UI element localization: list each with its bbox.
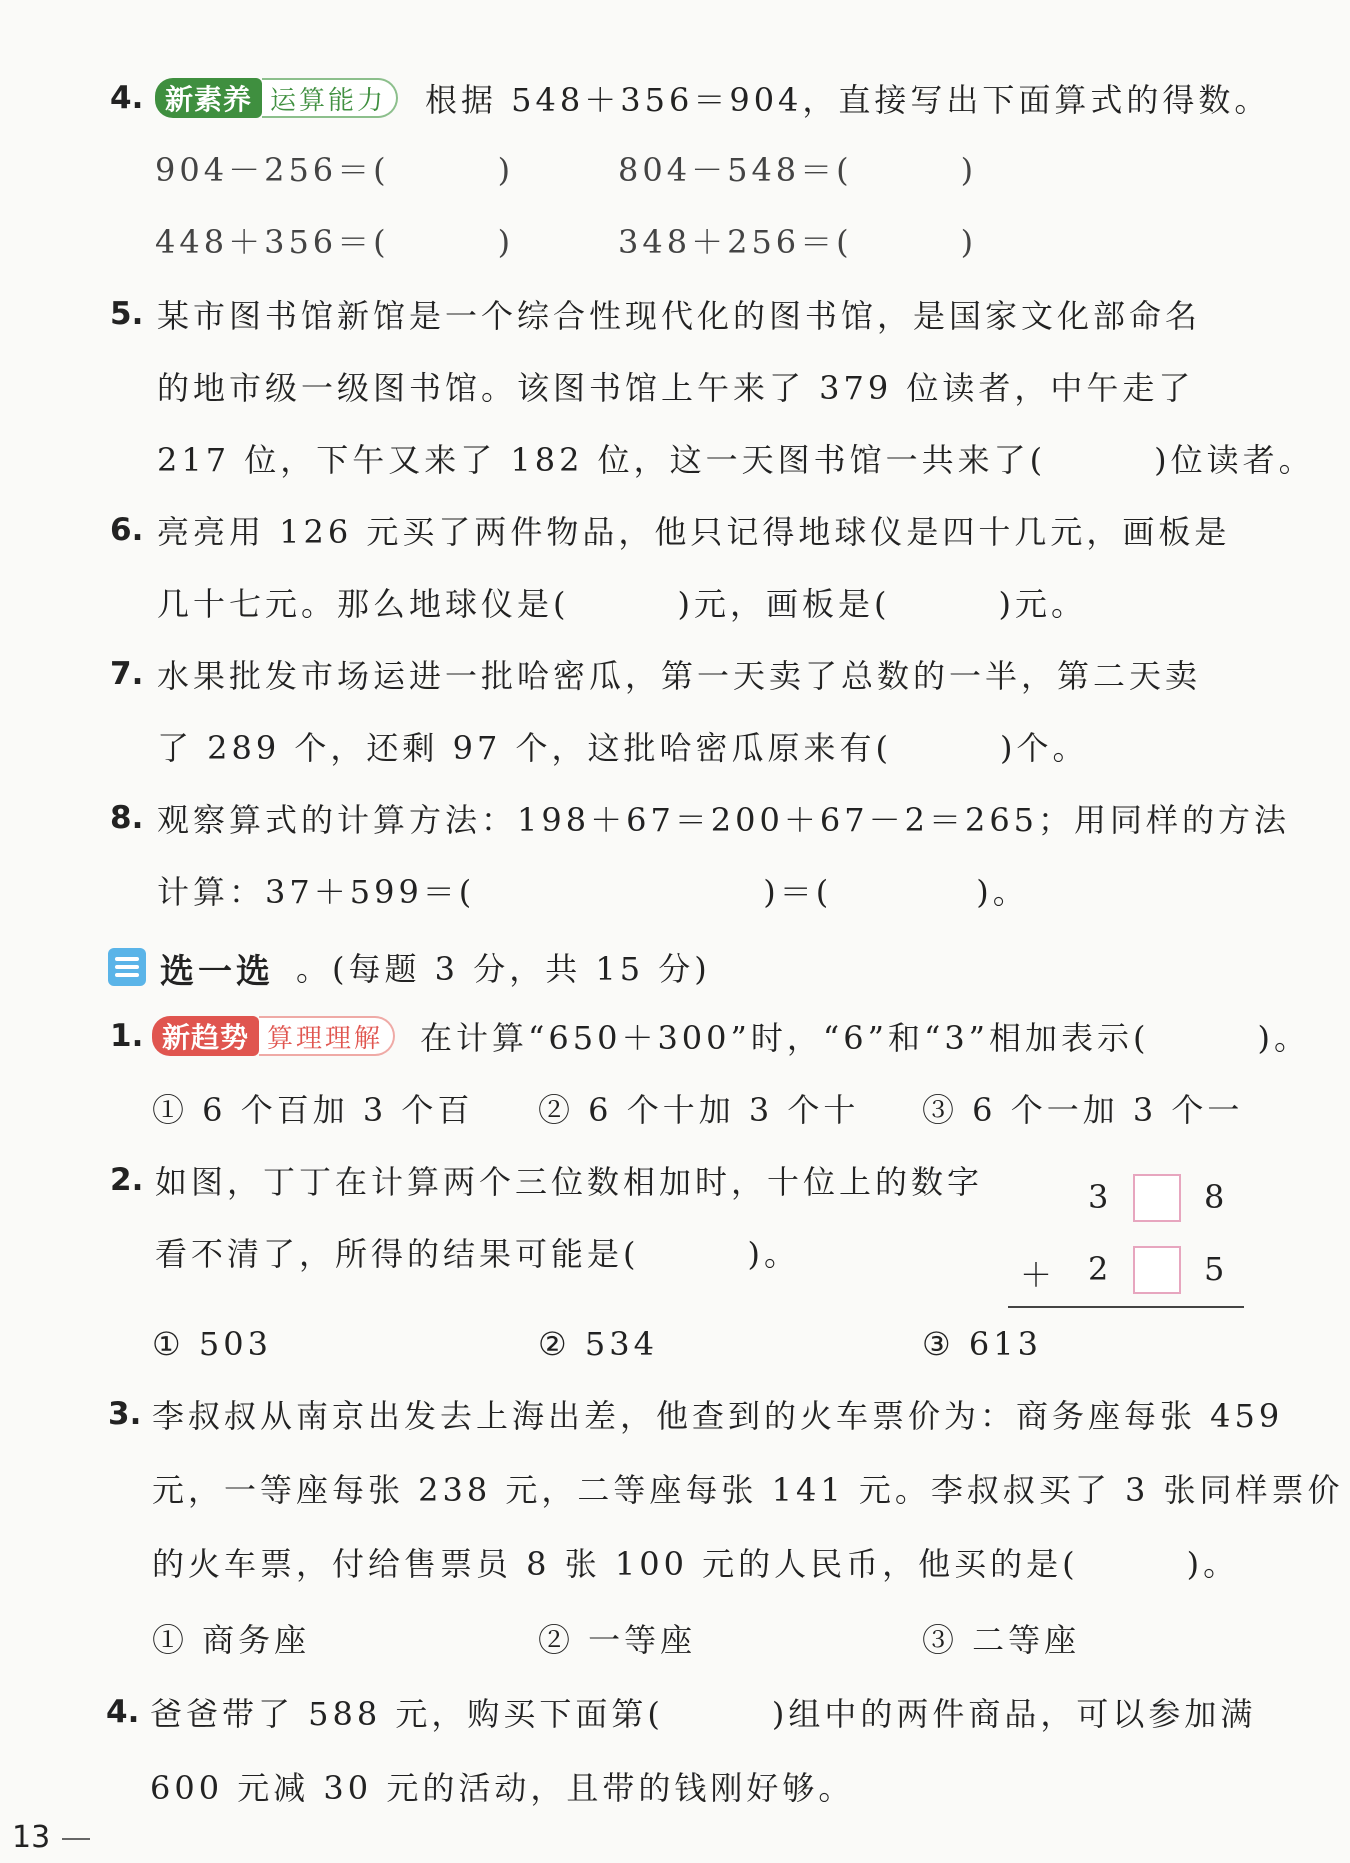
unknown-digit-box xyxy=(1133,1174,1181,1222)
question-number: 6. xyxy=(110,512,144,548)
tag-new-literacy xyxy=(155,78,398,118)
digit: 5 xyxy=(1204,1250,1225,1288)
page-number: 13 xyxy=(12,1820,51,1855)
choice-option: ① 6 个百加 3 个百 xyxy=(152,1091,474,1129)
sum-line xyxy=(1008,1306,1244,1308)
unknown-digit-box xyxy=(1133,1246,1181,1294)
choice-option: ② 一等座 xyxy=(538,1621,697,1659)
equation: 448＋356＝( ) xyxy=(155,223,515,261)
question-text: 几十七元。那么地球仪是( )元，画板是( )元。 xyxy=(157,585,1087,623)
section-title: 选一选 xyxy=(160,952,274,992)
question-number: 5. xyxy=(110,296,144,332)
choice-option: ① 商务座 xyxy=(152,1621,311,1659)
section-score-note: 。(每题 3 分，共 15 分) xyxy=(296,950,711,988)
page-number-dash xyxy=(62,1838,90,1840)
question-text: 了 289 个，还剩 97 个，这批哈密瓜原来有( )个。 xyxy=(157,729,1089,767)
question-text: 某市图书馆新馆是一个综合性现代化的图书馆，是国家文化部命名 xyxy=(157,297,1202,335)
choice-option: ③ 6 个一加 3 个一 xyxy=(922,1091,1244,1129)
equation: 348＋256＝( ) xyxy=(618,223,978,261)
question-text: 爸爸带了 588 元，购买下面第( )组中的两件商品，可以参加满 xyxy=(150,1695,1257,1733)
plus-sign: ＋ xyxy=(1020,1256,1053,1294)
digit: 2 xyxy=(1088,1250,1109,1288)
question-text: 如图，丁丁在计算两个三位数相加时，十位上的数字 xyxy=(155,1163,984,1201)
question-number: 1. xyxy=(110,1018,144,1054)
tag-new-trend xyxy=(152,1016,395,1056)
tag-main-label: 新素养 xyxy=(155,78,262,118)
question-text: 217 位，下午又来了 182 位，这一天图书馆一共来了( )位读者。 xyxy=(157,441,1315,479)
equation: 904－256＝( ) xyxy=(155,151,515,189)
question-text: 600 元减 30 元的活动，且带的钱刚好够。 xyxy=(150,1769,855,1807)
digit: 8 xyxy=(1204,1178,1225,1216)
question-text: 水果批发市场运进一批哈密瓜，第一天卖了总数的一半，第二天卖 xyxy=(157,657,1202,695)
question-number: 3. xyxy=(108,1396,142,1432)
digit: 3 xyxy=(1088,1178,1109,1216)
question-number: 2. xyxy=(110,1162,144,1198)
question-text: 的地市级一级图书馆。该图书馆上午来了 379 位读者，中午走了 xyxy=(157,369,1195,407)
question-text: 元，一等座每张 238 元，二等座每张 141 元。李叔叔买了 3 张同样票价 xyxy=(152,1471,1344,1509)
section-three-icon xyxy=(108,948,146,986)
equation: 804－548＝( ) xyxy=(618,151,978,189)
question-stem: 根据 548＋356＝904，直接写出下面算式的得数。 xyxy=(425,81,1271,119)
choice-option: ② 6 个十加 3 个十 xyxy=(538,1091,860,1129)
question-number: 7. xyxy=(110,656,144,692)
choice-option: ① 503 xyxy=(152,1325,272,1363)
choice-option: ③ 二等座 xyxy=(922,1621,1081,1659)
question-number: 8. xyxy=(110,800,144,836)
question-text: 的火车票，付给售票员 8 张 100 元的人民币，他买的是( )。 xyxy=(152,1545,1240,1583)
question-text: 计算：37＋599＝( )＝( )。 xyxy=(157,873,1029,911)
choice-option: ② 534 xyxy=(538,1325,658,1363)
question-text: 李叔叔从南京出发去上海出差，他查到的火车票价为：商务座每张 459 xyxy=(152,1397,1284,1435)
question-text: 看不清了，所得的结果可能是( )。 xyxy=(155,1235,800,1273)
question-number: 4. xyxy=(106,1694,140,1730)
question-stem: 在计算“650＋300”时，“6”和“3”相加表示( )。 xyxy=(420,1019,1311,1057)
tag-main-label: 新趋势 xyxy=(152,1016,259,1056)
choice-option: ③ 613 xyxy=(922,1325,1042,1363)
question-text: 亮亮用 126 元买了两件物品，他只记得地球仪是四十几元，画板是 xyxy=(157,513,1231,551)
tag-sub-label: 算理理解 xyxy=(259,1016,395,1056)
question-text: 观察算式的计算方法：198＋67＝200＋67－2＝265；用同样的方法 xyxy=(157,801,1291,839)
question-number: 4. xyxy=(110,80,144,116)
tag-sub-label: 运算能力 xyxy=(262,78,398,118)
